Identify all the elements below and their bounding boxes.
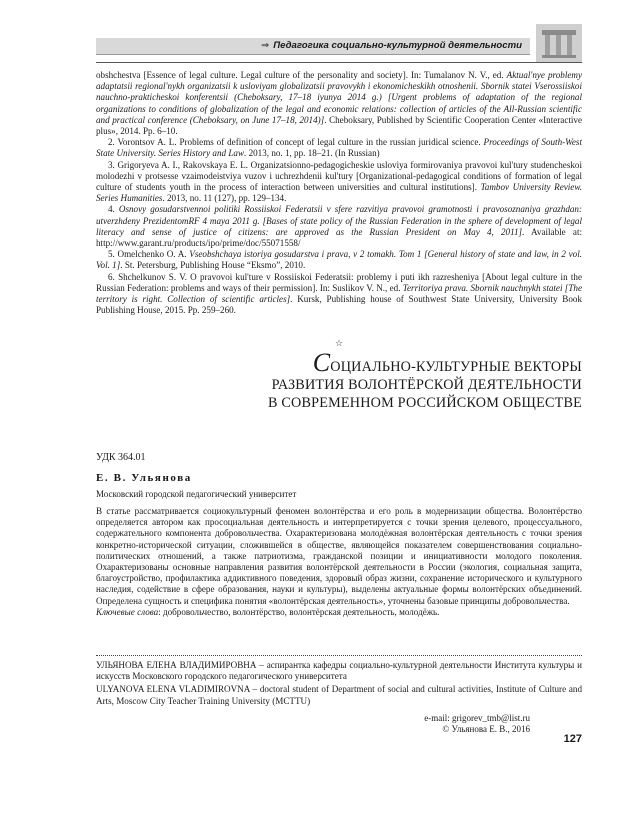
reference-text-run: Aktual'nye problemy adaptatsii regional'nykh organizatsii k usloviyam globalizatsii pravovykh i ekonomicheskikh otnoshenii. Sbornik statei Vserossiiskoi nauchno-prakticheskoi konferentsii (Cheboksary, 17–18 iyunya 2014 g.) [Urgent problems of adaptation of the regional organizations to conditions of globalization of the legal and economic relations: collection of articles of the All-Russian scientific and practical conference (Cheboksary, on June 17–18, 2014)] bbox=[96, 70, 582, 125]
author-name: Е. В. Ульянова bbox=[96, 472, 192, 484]
author-info-en: ULYANOVA ELENA VLADIMIROVNA – doctoral student of Department of social and cultural activities, Institute of Culture and Arts, Moscow City Teacher Training University (MCTTU) bbox=[96, 684, 582, 706]
author-info bbox=[96, 660, 582, 709]
references-list bbox=[96, 70, 582, 316]
reference-text-run: Proceedings of South-West State University. Series History and Law bbox=[96, 137, 583, 159]
reference-item bbox=[96, 204, 582, 249]
reference-text-run: obshchestva [Essence of legal culture. Legal culture of the personality and society]. In: Tumalanov N. V., ed. bbox=[96, 70, 507, 80]
author-affiliation: Московский городской педагогический университет bbox=[96, 489, 297, 499]
title-line-1: ОЦИАЛЬНО-КУЛЬТУРНЫЕ ВЕКТОРЫ bbox=[330, 359, 582, 375]
reference-item bbox=[96, 249, 582, 271]
author-contacts bbox=[300, 713, 530, 735]
reference-text-run: 4. bbox=[108, 204, 119, 215]
reference-text-run: 3. Grigoryeva A. I., Rakovskaya E. L. Organizatsionno-pedagogicheskie usloviya formirovaniya pravovoi kul'tury studencheskoi molodezhi v protsesse vzaimodeistviya vuzov i uchrezhdenii kul'tury [Organizational-pedagogical conditions of formation of legal culture of students youth in the process of interaction between universities and cultural institutions]. bbox=[96, 159, 582, 193]
reference-text-run: Osnovy gosudarstvennoi politiki Rossiiskoi Federatsii v sfere razvitiya pravovoi gramotnosti i pravosoznaniya grazhdan: utverzhdeny PrezidentomRF 4 maya 2011 g. [Bases of state policy of the Russian Federation in the sphere of development of legal literacy and sense of justice of citizens: are approved as the Russian President on May 4, 2011] bbox=[96, 204, 583, 237]
reference-text-run: . Cheboksary, Published by Scientific Cooperation Center «Interactive plus», 2014. Pp. 6–10. bbox=[96, 114, 582, 137]
author-email: e-mail: grigorev_tmb@list.ru bbox=[424, 713, 530, 723]
abstract bbox=[96, 506, 582, 618]
reference-text-run: 5. Omelchenko O. A. bbox=[108, 249, 190, 260]
copyright: © Ульянова Е. В., 2016 bbox=[442, 724, 530, 734]
section-title: Педагогика социально-культурной деятельности bbox=[273, 40, 522, 51]
reference-item bbox=[96, 272, 582, 317]
page-number: 127 bbox=[563, 733, 582, 745]
reference-text-run: Tambov University Review. Series Humanities bbox=[96, 182, 582, 204]
udk-code: УДК 364.01 bbox=[96, 452, 146, 463]
journal-logo-icon bbox=[536, 24, 582, 62]
reference-item bbox=[96, 137, 582, 159]
title-line-2: РАЗВИТИЯ ВОЛОНТЁРСКОЙ ДЕЯТЕЛЬНОСТИ bbox=[271, 377, 582, 393]
running-header bbox=[232, 40, 522, 51]
title-initial: С bbox=[312, 348, 331, 377]
reference-item bbox=[96, 70, 582, 137]
abstract-text: В статье рассматривается социокультурный феномен волонтёрства и его роль в модернизации общества. Волонтёрство определяется автором как просоциальная деятельность и интерпретируется с точки зрения целевого, процессуального, содержательного компонента добровольчества. Охарактеризована молодёжная волонтёрская деятельность с точки зрения конкретно-исторической ситуации, сложившейся в обществе, являющейся показателем совершенствования социально-политических отношений, а также патриотизма, гражданской позиции и инициативности молодого поколения. Охарактеризованы основные направления развития волонтёрской деятельности в России (экология, социальная защита, благоустройство, профилактика аддиктивного поведения, здоровый образ жизни, сохранение исторического и культурного наследия, содействие в сфере образования, науки и культуры), выделены актуальные формы волонтёрских объединений. Определена сущность и специфика понятия «волонтёрская деятельность», уточнены базовые принципы добровольчества. bbox=[96, 506, 582, 606]
reference-text-run: . Available at: http://www.garant.ru/products/ipo/prime/doc/55071558/ bbox=[96, 226, 582, 249]
reference-text-run: . 2013, no. 1, pp. 18–21. (In Russian) bbox=[244, 148, 380, 159]
keywords-list: : добровольчество, волонтёрство, волонтёрская деятельность, молодёжь. bbox=[158, 606, 440, 617]
reference-text-run: Vseobshchaya istoriya gosudarstva i prava, v 2 tomakh. Tom 1 [General history of state and law, in 2 vol. Vol. 1] bbox=[96, 249, 582, 271]
header-rule bbox=[96, 62, 582, 63]
reference-item bbox=[96, 160, 582, 205]
arrow-icon: ⇒ bbox=[261, 40, 270, 51]
reference-text-run: . St. Petersburg, Publishing House “Eksmo”, 2010. bbox=[120, 260, 306, 271]
keywords bbox=[96, 607, 582, 618]
keywords-label: Ключевые слова bbox=[96, 606, 159, 617]
article-title bbox=[200, 348, 582, 412]
reference-text-run: Territoriya prava. Sbornik nauchnykh statei [The territory is right. Collection of scientific articles] bbox=[96, 282, 582, 305]
title-line-3: В СОВРЕМЕННОМ РОССИЙСКОМ ОБЩЕСТВЕ bbox=[267, 395, 582, 411]
reference-text-run: 2. Vorontsov A. L. Problems of definition of concept of legal culture in the russian juridical science. bbox=[108, 137, 484, 148]
dotted-divider bbox=[96, 655, 582, 656]
reference-text-run: 6. Shchelkunov S. V. O pravovoi kul'ture v Rossiiskoi Federatsii: problemy i puti ikh razresheniya [About legal culture in the Russian Federation: problems and ways of their permission]. In: Suslikov V. N., ed. bbox=[96, 271, 582, 293]
star-separator-icon: ☆ bbox=[334, 339, 344, 349]
author-info-ru: УЛЬЯНОВА ЕЛЕНА ВЛАДИМИРОВНА – аспирантка кафедры социально-культурной деятельности Института культуры и искусств Московского городского педагогического университета bbox=[96, 660, 582, 682]
reference-text-run: . 2013, no. 11 (127), pp. 129–134. bbox=[162, 193, 287, 204]
reference-text-run: . Kursk, Publishing house of Southwest State University, University Book Publishing House, 2015. Pp. 259–260. bbox=[96, 294, 582, 316]
